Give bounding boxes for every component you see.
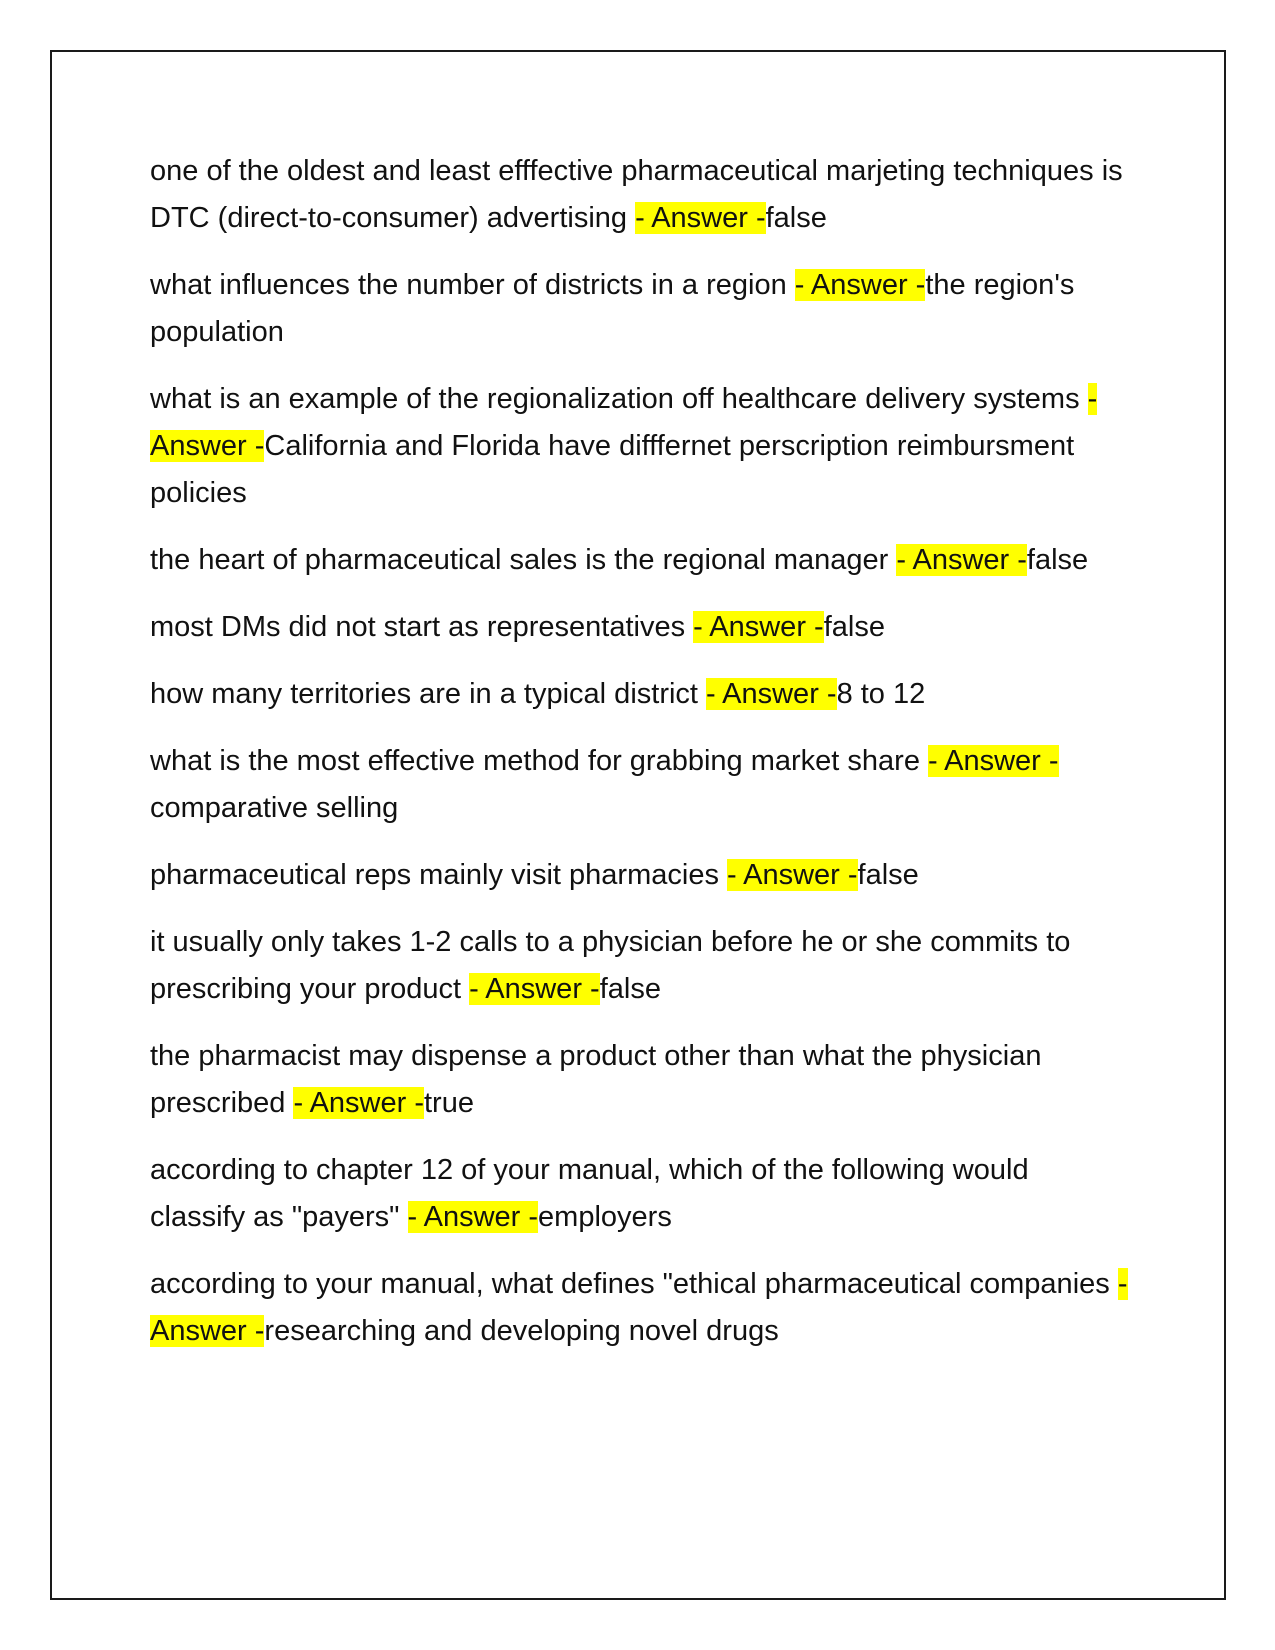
answer-text: false bbox=[765, 202, 827, 234]
answer-marker: - Answer - bbox=[706, 678, 837, 710]
answer-marker: - Answer - bbox=[407, 1201, 539, 1233]
answer-marker: - Answer - bbox=[794, 269, 926, 301]
answer-text: researching and developing novel drugs bbox=[264, 1315, 779, 1347]
document-body bbox=[150, 148, 1130, 1375]
qa-item bbox=[150, 671, 1130, 718]
answer-marker: - Answer - bbox=[896, 544, 1027, 576]
qa-item bbox=[150, 738, 1130, 832]
qa-item bbox=[150, 1261, 1130, 1355]
question-text: it usually only takes 1-2 calls to a physician before he or she commits to prescribing your product bbox=[150, 926, 1071, 1005]
question-text: most DMs did not start as representatives bbox=[150, 611, 694, 643]
qa-item bbox=[150, 148, 1130, 242]
answer-text: employers bbox=[538, 1201, 672, 1233]
question-text: according to your manual, what defines "ethical pharmaceutical companies bbox=[150, 1268, 1118, 1300]
qa-item bbox=[150, 1147, 1130, 1241]
question-text: what is an example of the regionalization off healthcare delivery systems bbox=[150, 383, 1088, 415]
question-text: the heart of pharmaceutical sales is the regional manager bbox=[150, 544, 897, 576]
qa-item bbox=[150, 262, 1130, 356]
answer-marker: - Answer - bbox=[693, 611, 824, 643]
answer-marker: - Answer - bbox=[150, 1268, 1128, 1347]
question-text: what influences the number of districts in a region bbox=[150, 269, 795, 301]
question-text: what is the most effective method for grabbing market share bbox=[150, 745, 929, 777]
qa-item bbox=[150, 376, 1130, 517]
answer-text: comparative selling bbox=[150, 792, 399, 824]
question-text: one of the oldest and least efffective pharmaceutical marjeting techniques is DTC (direct-to-consumer) advertising bbox=[150, 155, 1123, 234]
answer-text: false bbox=[857, 859, 919, 891]
answer-text: true bbox=[424, 1087, 474, 1119]
qa-item bbox=[150, 604, 1130, 651]
qa-item bbox=[150, 537, 1130, 584]
answer-marker: - Answer - bbox=[727, 859, 858, 891]
answer-marker: - Answer - bbox=[150, 383, 1098, 462]
answer-marker: - Answer - bbox=[293, 1087, 424, 1119]
answer-text: 8 to 12 bbox=[836, 678, 926, 710]
qa-item bbox=[150, 919, 1130, 1013]
answer-marker: - Answer - bbox=[635, 202, 766, 234]
question-text: pharmaceutical reps mainly visit pharmacies bbox=[150, 859, 727, 891]
answer-text: false bbox=[823, 611, 885, 643]
answer-text: the region's population bbox=[150, 269, 1075, 348]
answer-text: California and Florida have difffernet perscription reimbursment policies bbox=[150, 430, 1075, 509]
answer-marker: - Answer - bbox=[469, 973, 600, 1005]
answer-text: false bbox=[1026, 544, 1089, 576]
question-text: according to chapter 12 of your manual, which of the following would classify as "payers" bbox=[150, 1154, 1029, 1233]
question-text: the pharmacist may dispense a product other than what the physician prescribed bbox=[150, 1040, 1042, 1119]
qa-item bbox=[150, 1033, 1130, 1127]
answer-marker: - Answer - bbox=[928, 745, 1059, 777]
question-text: how many territories are in a typical district bbox=[150, 678, 707, 710]
qa-item bbox=[150, 852, 1130, 899]
answer-text: false bbox=[599, 973, 661, 1005]
